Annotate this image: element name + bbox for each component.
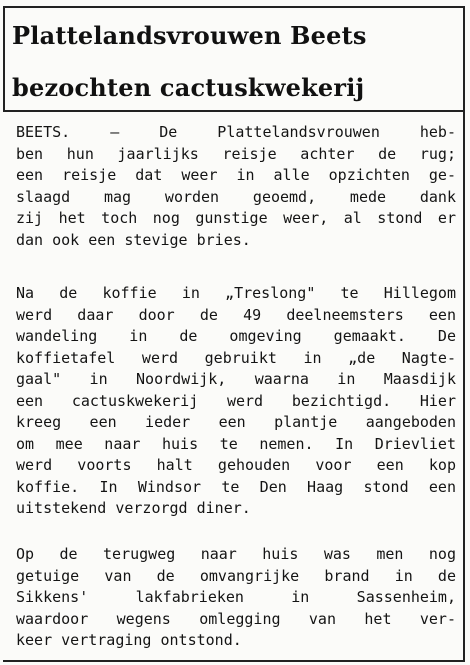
paragraph-3-line-3: Sikkens' lakfabrieken in Sassenheim, <box>16 588 456 606</box>
paragraph-2-line-8: om mee naar huis te nemen. In Drievliet <box>16 434 456 453</box>
paragraph-1-line-6: dan ook een stevige bries. <box>16 230 251 249</box>
paragraph-3-line-2: getuige van de omvangrijke brand in de <box>16 566 456 585</box>
paragraph-2-line-10: koffie. In Windsor te Den Haag stond een <box>16 477 456 496</box>
paragraph-3-line-4: waardoor wegens omlegging van het ver- <box>16 609 456 628</box>
article-paragraph-3 <box>16 544 456 652</box>
paragraph-2-line-1: Na de koffie in „Treslong" te Hillegom <box>16 284 456 302</box>
article-paragraph-1 <box>16 122 456 251</box>
frame-bottom-border <box>3 660 465 662</box>
paragraph-1-line-5: zij het toch nog gunstige weer, al stond er <box>16 209 456 227</box>
headline-divider <box>3 110 465 112</box>
frame-top-border <box>3 6 465 8</box>
paragraph-1-line-2: ben hun jaarlijks reisje achter de rug; <box>16 144 456 163</box>
paragraph-2-line-4: koffietafel werd gebruikt in „de Nagte- <box>16 348 456 367</box>
paragraph-1-line-3: een reisje dat weer in alle opzichten ge- <box>16 166 456 184</box>
paragraph-3-line-1: Op de terugweg naar huis was men nog <box>16 545 456 563</box>
paragraph-2-line-3: wandeling in de omgeving gemaakt. De <box>16 327 456 345</box>
paragraph-2-line-6: een cactuskwekerij werd bezichtigd. Hier <box>16 391 456 410</box>
paragraph-2-line-7: kreeg een ieder een plantje aangeboden <box>16 413 456 431</box>
paragraph-3-line-5: keer vertraging ontstond. <box>16 631 242 649</box>
paragraph-2-line-11: uitstekend verzorgd diner. <box>16 499 251 517</box>
headline-line-2: bezochten cactuskwekerij <box>12 73 365 102</box>
paragraph-2-line-9: werd voorts halt gehouden voor een kop <box>16 456 456 474</box>
paragraph-1-line-4: slaagd mag worden geoemd, mede dank <box>16 187 456 206</box>
article-paragraph-2 <box>16 283 456 520</box>
frame-left-border <box>3 6 5 110</box>
paragraph-2-line-5: gaal" in Noordwijk, waarna in Maasdijk <box>16 370 456 388</box>
article-headline <box>12 10 458 114</box>
headline-line-1: Plattelandsvrouwen Beets <box>12 21 367 50</box>
paragraph-1-line-1: BEETS. — De Plattelandsvrouwen heb- <box>16 123 456 141</box>
paragraph-2-line-2: werd daar door de 49 deelneemsters een <box>16 305 456 324</box>
frame-right-border <box>463 6 465 661</box>
